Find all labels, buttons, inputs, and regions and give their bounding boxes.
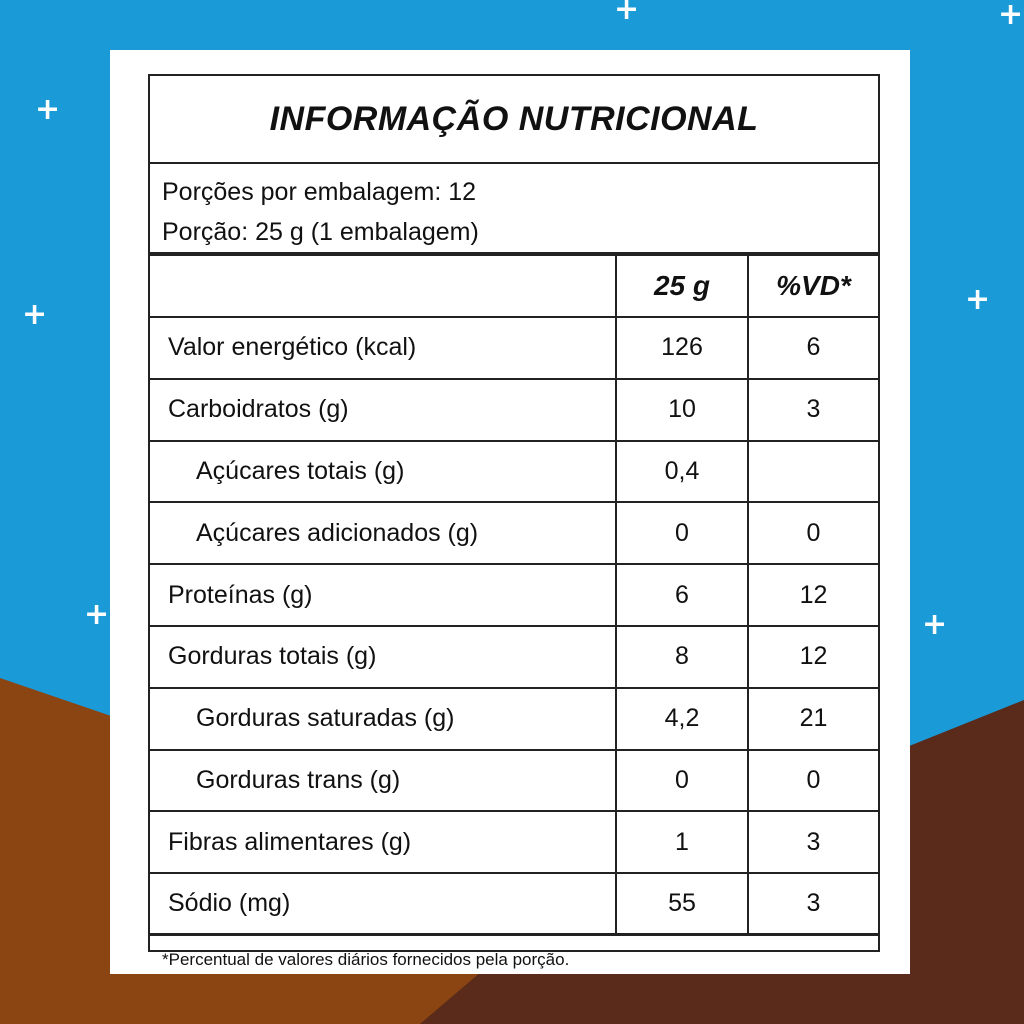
nutrient-amount: 10	[617, 380, 749, 440]
footnote: *Percentual de valores diários fornecidos pela porção.	[162, 949, 570, 969]
sparkle-icon: +	[998, 0, 1024, 32]
sparkle-icon: +	[965, 282, 991, 317]
nutrient-name: Carboidratos (g)	[150, 380, 617, 440]
nutrient-name: Gorduras trans (g)	[150, 751, 617, 811]
nutrient-amount: 1	[617, 812, 749, 872]
table-row	[150, 442, 878, 504]
sparkle-icon: +	[35, 92, 61, 127]
nutrient-name: Açúcares adicionados (g)	[150, 503, 617, 563]
portions-per-package: Porções por embalagem: 12	[162, 178, 477, 206]
nutrient-dv: 3	[806, 889, 821, 918]
nutrient-name: Açúcares totais (g)	[150, 442, 617, 502]
nutrient-name: Valor energético (kcal)	[150, 318, 617, 378]
nutrient-name: Gorduras totais (g)	[150, 627, 617, 687]
table-row	[150, 812, 878, 874]
nutrient-dv: 21	[799, 704, 828, 733]
nutrient-amount: 4,2	[617, 689, 749, 749]
portion-info	[150, 164, 878, 256]
table-row	[150, 751, 878, 813]
nutrient-amount: 6	[617, 565, 749, 625]
table-row	[150, 689, 878, 751]
table-row	[150, 503, 878, 565]
column-header-row	[150, 256, 878, 318]
table-row	[150, 874, 878, 936]
nutrient-amount: 0	[617, 751, 749, 811]
sparkle-icon: +	[922, 607, 948, 642]
table-row	[150, 565, 878, 627]
nutrient-name: Fibras alimentares (g)	[150, 812, 617, 872]
nutrient-dv	[749, 442, 878, 502]
nutrient-dv: 3	[806, 395, 821, 424]
header-daily-value: %VD*	[776, 270, 851, 301]
portion-size: Porção: 25 g (1 embalagem)	[162, 218, 479, 246]
header-amount: 25 g	[617, 256, 749, 316]
header-empty-cell	[150, 256, 617, 316]
nutrient-name: Sódio (mg)	[150, 874, 617, 933]
nutrition-facts-table	[148, 74, 880, 969]
nutrient-name: Proteínas (g)	[150, 565, 617, 625]
nutrient-dv: 0	[806, 518, 821, 547]
table-row	[150, 318, 878, 380]
nutrient-amount: 55	[617, 874, 749, 933]
nutrient-amount: 126	[617, 318, 749, 378]
sparkle-icon: +	[22, 297, 48, 332]
nutrient-dv: 0	[806, 765, 821, 794]
nutrient-amount: 0	[617, 503, 749, 563]
table-row	[150, 380, 878, 442]
table-row	[150, 627, 878, 689]
nutrient-amount: 8	[617, 627, 749, 687]
nutrient-name: Gorduras saturadas (g)	[150, 689, 617, 749]
nutrient-dv: 6	[806, 333, 821, 362]
nutrient-amount: 0,4	[617, 442, 749, 502]
sparkle-icon: +	[614, 0, 640, 27]
nutrient-dv: 3	[806, 827, 821, 856]
label-card	[110, 50, 910, 974]
table-title: INFORMAÇÃO NUTRICIONAL	[150, 76, 878, 164]
sparkle-icon: +	[84, 597, 110, 632]
nutrient-dv: 12	[799, 642, 828, 671]
nutrient-dv: 12	[799, 580, 828, 609]
